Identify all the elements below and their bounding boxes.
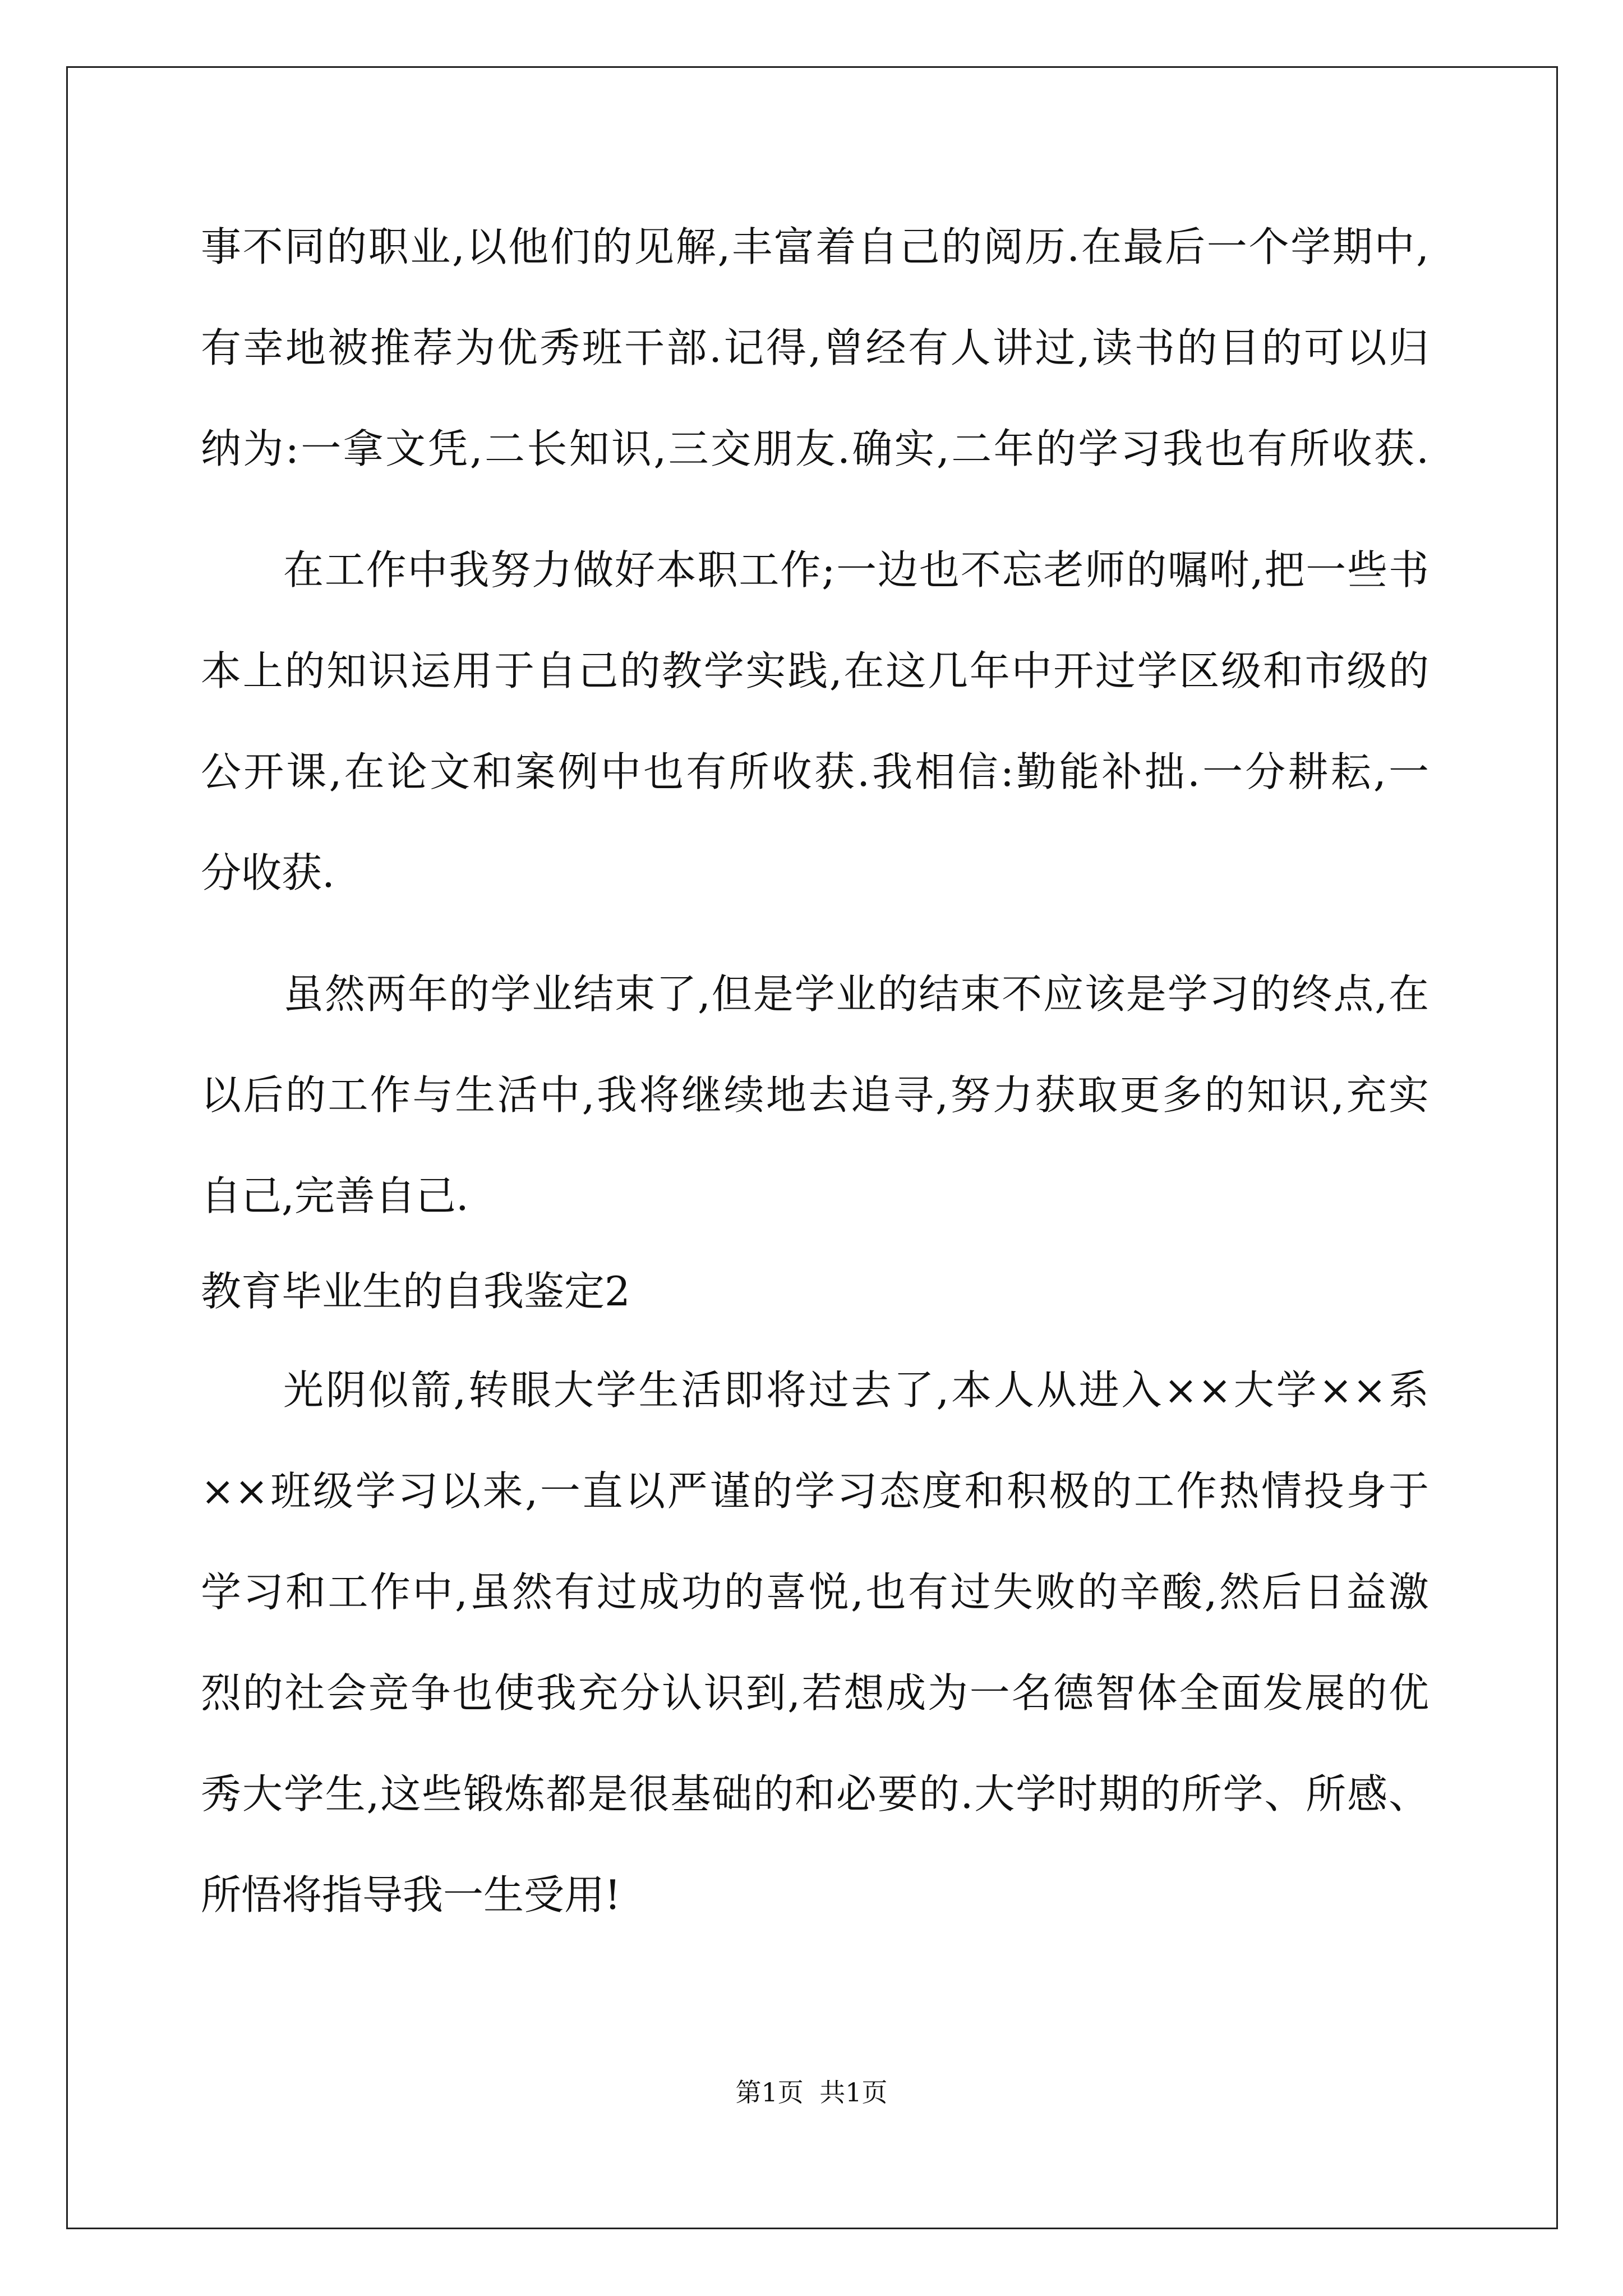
paragraph-4-line-6: 所悟将指导我一生受用! [201,1871,621,1918]
paragraph-3-line-3: 自己,完善自己. [201,1172,469,1220]
paragraph-1-line-1: 事不同的职业,以他们的见解,丰富着自己的阅历.在最后一个学期中, [201,223,1429,270]
paragraph-4-line-1: 光阴似箭,转眼大学生活即将过去了,本人从进入××大学××系 [283,1366,1429,1414]
paragraph-3-line-1: 虽然两年的学业结束了,但是学业的结束不应该是学习的终点,在 [283,970,1429,1018]
paragraph-2-line-1: 在工作中我努力做好本职工作;一边也不忘老师的嘱咐,把一些书 [283,546,1429,593]
paragraph-3-line-2: 以后的工作与生活中,我将继续地去追寻,努力获取更多的知识,充实 [201,1071,1429,1119]
page-footer: 第1页 共1页 [735,2077,888,2108]
paragraph-4-line-4: 烈的社会竞争也使我充分认识到,若想成为一名德智体全面发展的优 [201,1669,1429,1717]
paragraph-2-line-4: 分收获. [201,849,335,896]
paragraph-1-line-2: 有幸地被推荐为优秀班干部.记得,曾经有人讲过,读书的目的可以归 [201,324,1429,371]
paragraph-2-line-3: 公开课,在论文和案例中也有所收获.我相信:勤能补拙.一分耕耘,一 [201,748,1429,795]
paragraph-2-line-2: 本上的知识运用于自己的教学实践,在这几年中开过学区级和市级的 [201,647,1429,694]
paragraph-4-line-3: 学习和工作中,虽然有过成功的喜悦,也有过失败的辛酸,然后日益激 [201,1568,1429,1616]
paragraph-4-line-5: 秀大学生,这些锻炼都是很基础的和必要的.大学时期的所学、所感、 [201,1770,1429,1818]
paragraph-1-line-3: 纳为:一拿文凭,二长知识,三交朋友.确实,二年的学习我也有所收获. [201,425,1429,472]
section-heading: 教育毕业生的自我鉴定2 [201,1268,630,1315]
paragraph-4-line-2: ××班级学习以来,一直以严谨的学习态度和积极的工作热情投身于 [201,1467,1429,1515]
